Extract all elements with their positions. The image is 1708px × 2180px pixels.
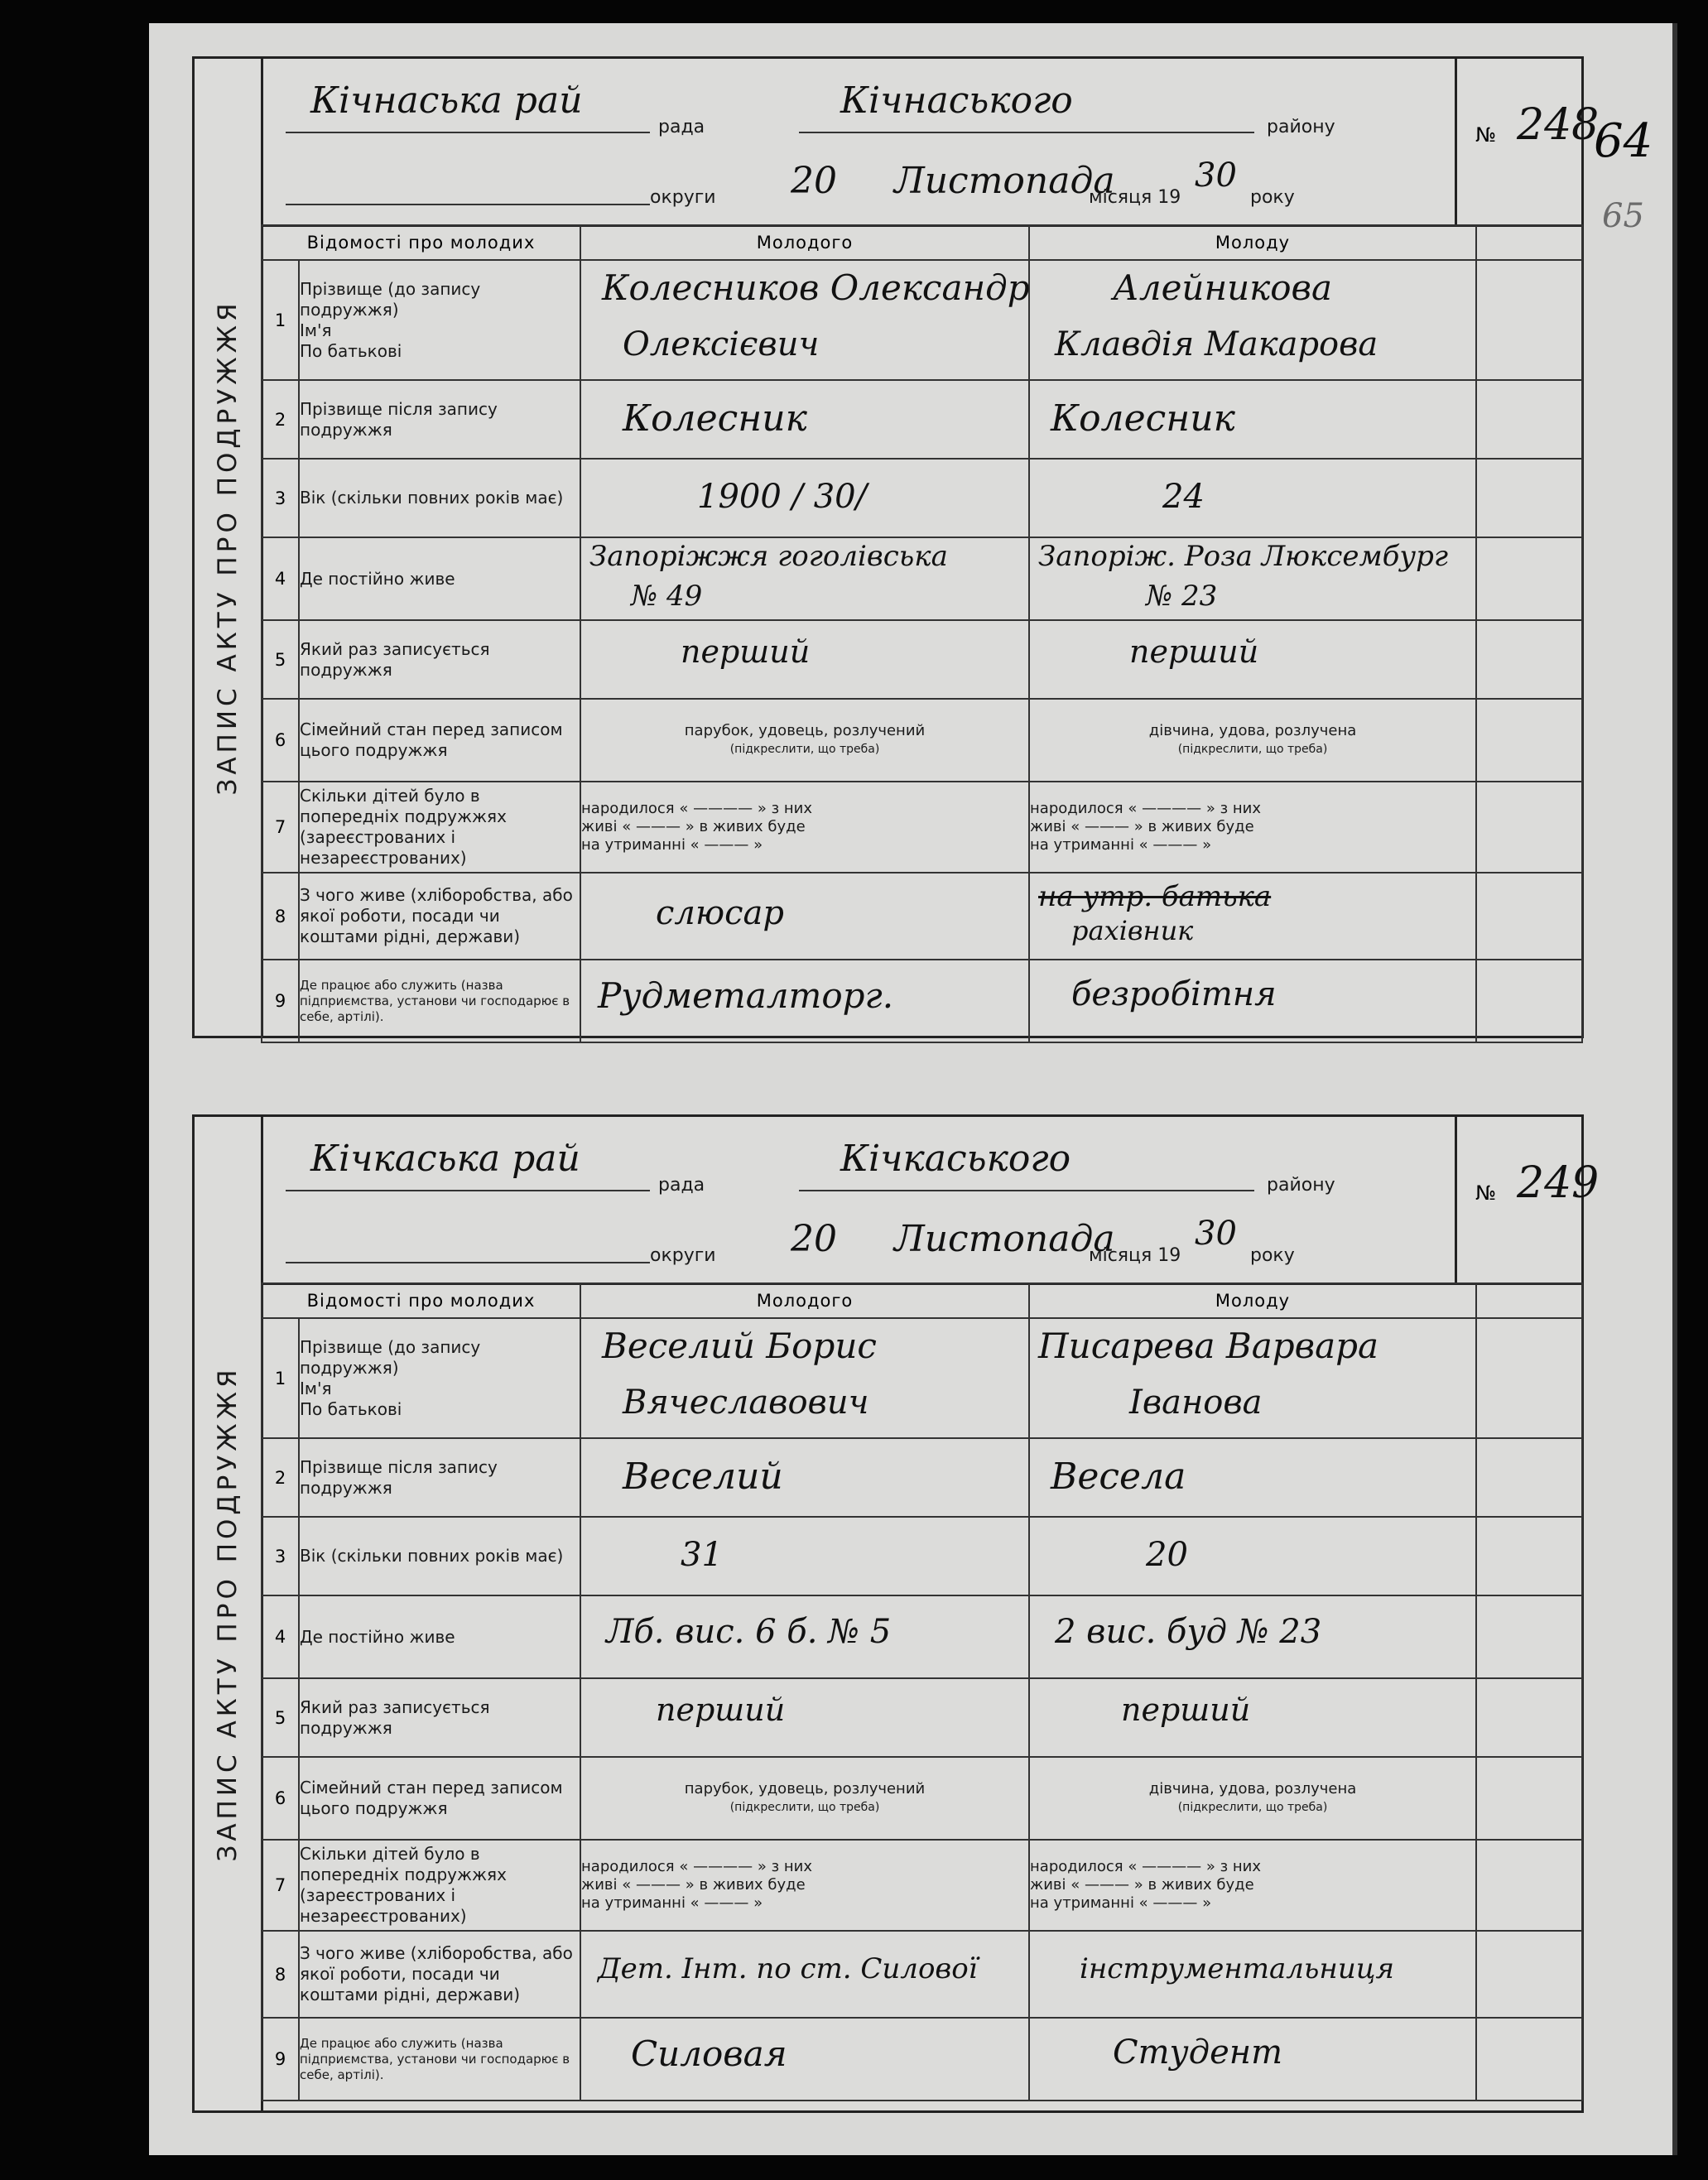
bride-age: 24 xyxy=(1162,478,1205,516)
col-bride-header: Молоду xyxy=(1029,225,1476,260)
page-number-mark: 64 xyxy=(1594,114,1653,168)
row-label: Де працює або служить (назва підприємства, установи чи господарює в себе, артілі). xyxy=(299,960,580,1042)
row-label: Сімейний стан перед записом цього подружжя xyxy=(299,699,580,782)
roku-label: року xyxy=(1250,1245,1295,1266)
col-info-header: Відомості про молодих xyxy=(262,1283,580,1318)
bride-name: Іванова xyxy=(1129,1384,1263,1422)
record-number-box: № 249 xyxy=(1455,1117,1581,1282)
okrugy-label: округи xyxy=(650,187,716,208)
col-bride-header: Молоду xyxy=(1029,1283,1476,1318)
col-groom-header: Молодого xyxy=(580,1283,1029,1318)
month-label: місяця 19 xyxy=(1089,1245,1181,1266)
raion-label: району xyxy=(1267,1175,1335,1196)
month-value: Листопада xyxy=(894,160,1115,202)
year-value: 30 xyxy=(1195,1215,1237,1253)
groom-age: 1900 / 30/ xyxy=(697,478,868,516)
groom-times: перший xyxy=(681,633,811,670)
groom-times: перший xyxy=(656,1692,786,1728)
bride-times: перший xyxy=(1129,633,1259,670)
roku-label: року xyxy=(1250,187,1295,208)
bride-surname: Алейникова xyxy=(1113,267,1333,308)
bride-workplace: Студент xyxy=(1113,2033,1283,2072)
bride-age: 20 xyxy=(1146,1536,1188,1574)
bride-residence: 2 вис. буд № 23 xyxy=(1055,1613,1322,1651)
okrugy-label: округи xyxy=(650,1245,716,1266)
groom-surname-after: Веселий xyxy=(623,1456,783,1498)
bride-residence: Запоріж. Роза Люксембург xyxy=(1038,540,1449,573)
row-label: Де працює або служить (назва підприємства, установи чи господарює в себе, артілі). xyxy=(299,2018,580,2101)
bride-residence-number: № 23 xyxy=(1146,580,1218,613)
bride-occupation: інструментальниця xyxy=(1080,1952,1394,1985)
day-value: 20 xyxy=(791,160,837,202)
year-value: 30 xyxy=(1195,156,1237,195)
row-label: Де постійно живе xyxy=(299,1595,580,1678)
col-groom-header: Молодого xyxy=(580,225,1029,260)
bride-name: Клавдія Макарова xyxy=(1055,325,1378,363)
rada-value: Кічкаська рай xyxy=(310,1138,580,1180)
bride-workplace: безробітня xyxy=(1071,975,1277,1013)
record-number-box: № 248 xyxy=(1455,59,1581,224)
record-table: Відомості про молодих Молодого Молоду 1 Прізвище (до запису подружжя) Ім'я По батькові Колесников Олександр Олексієвич Алейникова Клавдія Макарова 2 Прізвище після запису подружжя Колесник Колесник 3 Вік (скільки повних років має) 1900 / 30/ 24 4 Де постійно живе Запоріжжя гоголівська № 49 Запоріж. Роза Люксембург № 23 5 Який раз записується подружжя перший перший 6 Сімейний стан перед записом цього подружжя парубок, удовець, розлучений (підкреслити, що треба) дівчина, удова, розлучена (підкреслити, що треба) 7 Скільки дітей було в попередніх подружжях (зареєстрованих і незареєстрованих) народилося « ———— » з них живі « ——— » в живих буде на утриманні « ——— » народилося « ———— » з них живі « ——— » в живих буде на утриманні « ——— » 8 З чого живе (хліборобства, або якої роботи, посади чи коштами рідні, держави) слюсар на утр. батька рахівник 9 Де працює або служить (назва підприємства, установи чи господарює в себе, артілі). Рудметалторг. безробітня xyxy=(261,224,1583,1043)
groom-workplace: Силовая xyxy=(631,2033,787,2074)
bride-occupation: рахівник xyxy=(1071,915,1194,946)
groom-patronymic: Вячеславович xyxy=(623,1384,869,1422)
rada-value: Кічнаська рай xyxy=(310,79,583,122)
record-sidebar: ЗАПИС АКТУ ПРО ПОДРУЖЖЯ xyxy=(195,59,263,1036)
row-label: Який раз записується подружжя xyxy=(299,1678,580,1757)
row-label: З чого живе (хліборобства, або якої роботи, посади чи коштами рідні, держави) xyxy=(299,1931,580,2018)
groom-surname-after: Колесник xyxy=(623,397,807,440)
row-label: З чого живе (хліборобства, або якої роботи, посади чи коштами рідні, держави) xyxy=(299,873,580,960)
row-label: Прізвище після запису подружжя xyxy=(299,380,580,459)
rada-label: рада xyxy=(658,1175,705,1196)
bride-surname-after: Колесник xyxy=(1051,397,1235,440)
row-label: Сімейний стан перед записом цього подружжя xyxy=(299,1757,580,1840)
col-info-header: Відомості про молодих xyxy=(262,225,580,260)
marriage-record-248 xyxy=(192,56,1600,1038)
row-label: Прізвище після запису подружжя xyxy=(299,1438,580,1517)
groom-occupation: Дет. Інт. по ст. Силової xyxy=(598,1952,978,1985)
groom-residence: Запоріжжя гоголівська xyxy=(589,540,948,573)
bride-surname-after: Весела xyxy=(1051,1456,1186,1498)
groom-residence-number: № 49 xyxy=(631,580,703,613)
record-number: 248 xyxy=(1517,100,1600,150)
groom-patronymic: Олексієвич xyxy=(623,325,820,363)
row-label: Прізвище (до запису подружжя) Ім'я По батькові xyxy=(299,1318,580,1438)
raion-label: району xyxy=(1267,117,1335,137)
row-label: Вік (скільки повних років має) xyxy=(299,1517,580,1595)
month-label: місяця 19 xyxy=(1089,187,1181,208)
raion-value: Кічкаського xyxy=(840,1138,1071,1180)
page-number-sub-mark: 65 xyxy=(1602,197,1644,235)
groom-name: Колесников Олександр xyxy=(602,267,1030,308)
month-value: Листопада xyxy=(894,1218,1115,1260)
bride-occupation-struck: на утр. батька xyxy=(1038,880,1272,913)
groom-residence: Лб. вис. 6 б. № 5 xyxy=(606,1613,892,1651)
row-label: Скільки дітей було в попередніх подружжях (зареєстрованих і незареєстрованих) xyxy=(299,782,580,873)
day-value: 20 xyxy=(791,1218,837,1260)
record-header xyxy=(261,59,1600,227)
record-header xyxy=(261,1117,1600,1285)
groom-name: Веселий Борис xyxy=(602,1326,877,1366)
row-label: Прізвище (до запису подружжя) Ім'я По батькові xyxy=(299,260,580,380)
rada-label: рада xyxy=(658,117,705,137)
marriage-record-249 xyxy=(192,1114,1600,2113)
bride-surname: Писарева Варвара xyxy=(1038,1326,1379,1366)
record-table: Відомості про молодих Молодого Молоду 1 Прізвище (до запису подружжя) Ім'я По батькові Веселий Борис Вячеславович Писарева Варвара Іванова 2 Прізвище після запису подружжя Веселий Весела 3 Вік (скільки повних років має) 31 20 4 Де постійно живе Лб. вис. 6 б. № 5 2 вис. буд № 23 5 Який раз записується подружжя перший перший 6 Сімейний стан перед записом цього подружжя парубок, удовець, розлучений (підкреслити, що треба) дівчина, удова, розлучена (підкреслити, що треба) 7 Скільки дітей було в попередніх подружжях (зареєстрованих і незареєстрованих) народилося « ———— » з них живі « ——— » в живих буде на утриманні « ——— » народилося « ———— » з них живі « ——— » в живих буде на утриманні « ——— » 8 З чого живе (хліборобства, або якої роботи, посади чи коштами рідні, держави) Дет. Інт. по ст. Силової інструментальниця 9 Де працює або служить (назва підприємства, установи чи господарює в себе, артілі). Силовая Студент xyxy=(261,1282,1583,2101)
row-label: Де постійно живе xyxy=(299,537,580,620)
groom-occupation: слюсар xyxy=(656,894,784,932)
bride-times: перший xyxy=(1121,1692,1251,1728)
row-label: Скільки дітей було в попередніх подружжях (зареєстрованих і незареєстрованих) xyxy=(299,1840,580,1931)
groom-age: 31 xyxy=(681,1536,723,1574)
raion-value: Кічнаського xyxy=(840,79,1073,122)
row-label: Вік (скільки повних років має) xyxy=(299,459,580,537)
row-label: Який раз записується подружжя xyxy=(299,620,580,699)
record-sidebar: ЗАПИС АКТУ ПРО ПОДРУЖЖЯ xyxy=(195,1117,263,2110)
document-page xyxy=(149,23,1677,2155)
record-number: 249 xyxy=(1517,1158,1600,1208)
groom-workplace: Рудметалторг. xyxy=(598,975,894,1016)
